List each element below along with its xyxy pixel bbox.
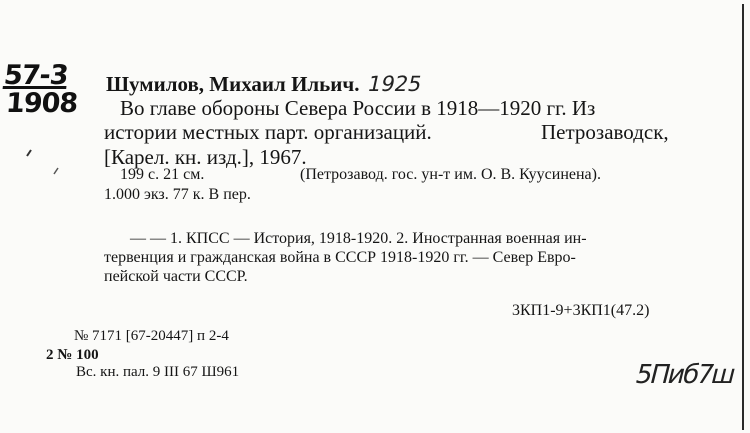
call-number-top: 57-3	[2, 60, 70, 91]
card-edge	[742, 4, 744, 430]
title-line-1: Во главе обороны Севера России в 1918—1920 гг. Из	[120, 96, 596, 120]
title-line-2: истории местных парт. организаций.	[104, 120, 432, 144]
print-run-price: 1.000 экз. 77 к. В пер.	[104, 186, 251, 203]
publication-place: Петрозаводск,	[541, 120, 669, 144]
subject-note-line-3: пейской части СССР.	[104, 268, 248, 285]
subject-note-line-1: — — 1. КПСС — История, 1918-1920. 2. Иностранная военная ин-	[130, 230, 587, 247]
classification-code: 3КП1-9+3КП1(47.2)	[512, 302, 650, 319]
footer-line-3: Вс. кн. пал. 9 III 67 Ш961	[76, 364, 240, 380]
publisher-line: [Карел. кн. изд.], 1967.	[104, 145, 307, 169]
subject-note-line-2: тервенция и гражданская война в СССР 1918-1920 гг. — Север Евро-	[104, 249, 576, 266]
pages-size: 199 с. 21 см.	[120, 166, 205, 183]
series-note: (Петрозавод. гос. ун-т им. О. В. Куусинена).	[300, 166, 601, 183]
call-number-bottom: 1908	[4, 88, 79, 119]
footer-line-2: 2 № 100	[46, 347, 99, 363]
author-heading: Шумилов, Михаил Ильич.	[106, 72, 360, 96]
footer-line-1: № 7171 [67-20447] п 2-4	[74, 328, 229, 344]
handwritten-year: 1925	[365, 72, 425, 96]
handwritten-signature: 5Пиб7ш	[632, 360, 738, 390]
ink-speck-mark	[24, 146, 64, 186]
